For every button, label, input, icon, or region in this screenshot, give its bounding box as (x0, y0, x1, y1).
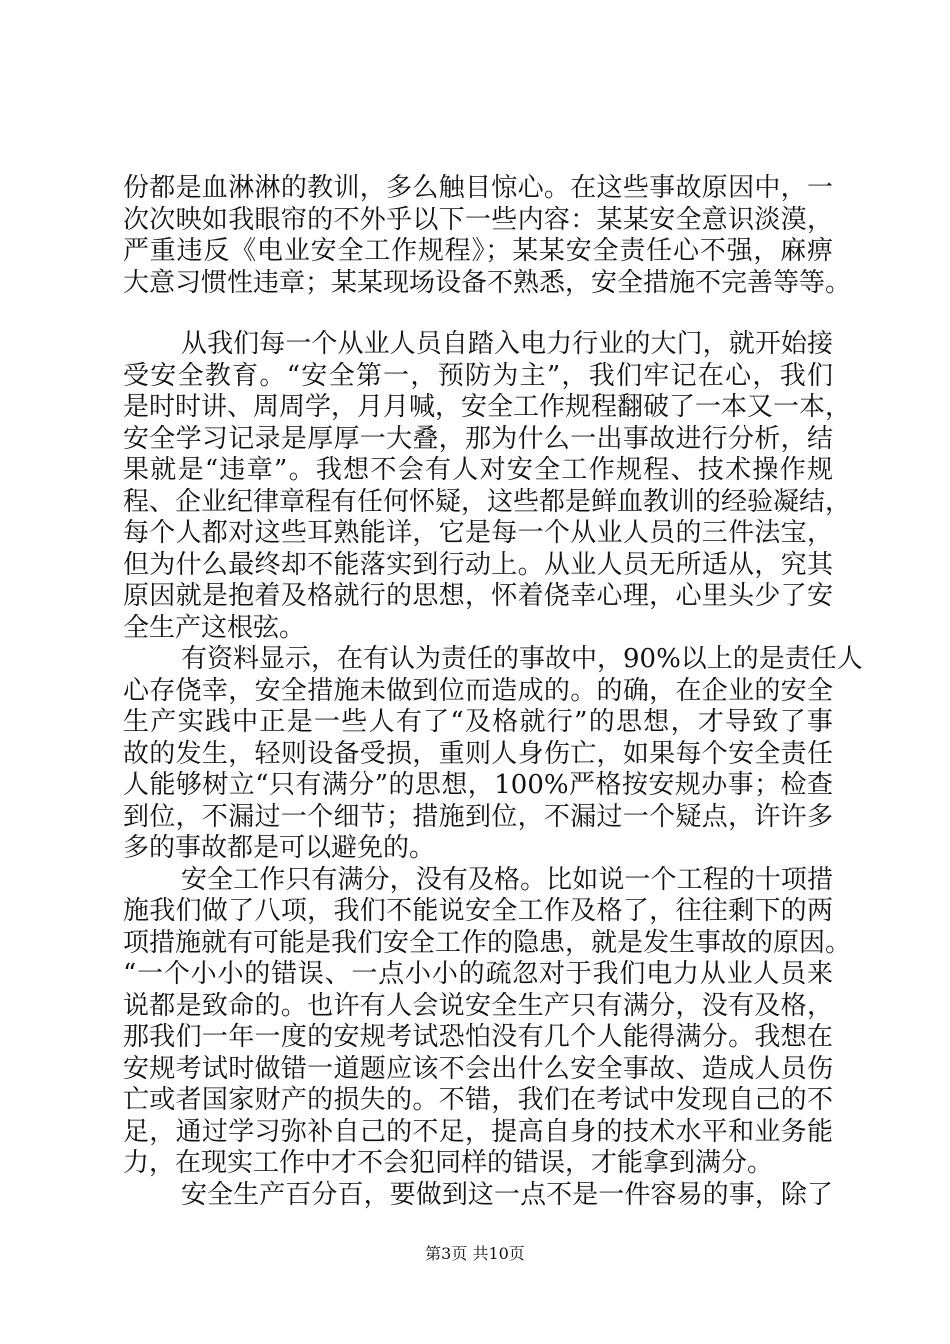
text-line: 程、企业纪律章程有任何怀疑，这些都是鲜血教训的经验凝结， (123, 486, 852, 517)
text-line: “一个小小的错误、一点小小的疏忽对于我们电力从业人员来 (123, 959, 833, 989)
text-line: 到位，不漏过一个细节；措施到位，不漏过一个疑点，许许多 (123, 801, 833, 832)
text-line: 有资料显示，在有认为责任的事故中，90%以上的是责任人 (181, 644, 863, 674)
text-line: 生产实践中正是一些人有了“及格就行”的思想，才导致了事 (123, 707, 833, 737)
text-line: 施我们做了八项，我们不能说安全工作及格了，往往剩下的两 (123, 896, 833, 926)
text-line: 安全生产百分百，要做到这一点不是一件容易的事，除了 (181, 1179, 833, 1210)
text-line: 多的事故都是可以避免的。 (123, 833, 436, 863)
text-line: 份都是血淋淋的教训，多么触目惊心。在这些事故原因中，一 (123, 173, 833, 203)
text-line: 大意习惯性违章；某某现场设备不熟悉，安全措施不完善等等。 (123, 267, 852, 298)
text-line: 项措施就有可能是我们安全工作的隐患，就是发生事故的原因。 (123, 927, 852, 958)
text-line: 每个人都对这些耳熟能详，它是每一个从业人员的三件法宝， (123, 518, 833, 548)
text-line: 严重违反《电业安全工作规程》；某某安全责任心不强，麻痹 (123, 236, 833, 266)
text-line: 人能够树立“只有满分”的思想，100%严格按安规办事；检查 (123, 770, 833, 800)
text-line: 安全学习记录是厚厚一大叠，那为什么一出事故进行分析，结 (123, 423, 833, 454)
page-footer: 第3页 共10页 (425, 1244, 525, 1263)
text-line: 从我们每一个从业人员自踏入电力行业的大门，就开始接 (181, 329, 833, 359)
text-line: 故的发生，轻则设备受损，重则人身伤亡，如果每个安全责任 (123, 738, 833, 769)
text-line: 说都是致命的。也许有人会说安全生产只有满分，没有及格， (123, 990, 833, 1021)
text-line: 心存侥幸，安全措施未做到位而造成的。的确，在企业的安全 (123, 675, 833, 706)
text-line: 安全工作只有满分，没有及格。比如说一个工程的十项措 (181, 864, 833, 895)
paragraph-gap (123, 299, 833, 329)
text-line: 但为什么最终却不能落实到行动上。从业人员无所适从，究其 (123, 549, 833, 580)
paragraph (123, 329, 852, 644)
text-line: 原因就是抱着及格就行的思想，怀着侥幸心理，心里头少了安 (123, 581, 833, 611)
text-line: 安规考试时做错一道题应该不会出什么安全事故、造成人员伤 (123, 1053, 833, 1084)
text-line: 亡或者国家财产的损失的。不错，我们在考试中发现自己的不 (123, 1085, 833, 1115)
paragraph (123, 644, 863, 865)
text-line: 足，通过学习弥补自己的不足，提高自身的技术水平和业务能 (123, 1116, 833, 1147)
paragraph (123, 864, 852, 1180)
text-line: 果就是“违章”。我想不会有人对安全工作规程、技术操作规 (123, 455, 833, 485)
text-line: 受安全教育。“安全第一，预防为主”，我们牢记在心，我们 (123, 360, 833, 391)
text-line: 那我们一年一度的安规考试恐怕没有几个人能得满分。我想在 (123, 1022, 833, 1052)
body-text (123, 173, 863, 1211)
paragraph (123, 1180, 833, 1212)
text-line: 力，在现实工作中才不会犯同样的错误，才能拿到满分。 (123, 1148, 774, 1178)
paragraph (123, 173, 852, 299)
text-line: 是时时讲、周周学，月月喊，安全工作规程翻破了一本又一本， (123, 392, 852, 422)
text-line: 全生产这根弦。 (123, 612, 306, 643)
text-line: 次次映如我眼帘的不外乎以下一些内容：某某安全意识淡漠， (123, 204, 833, 235)
